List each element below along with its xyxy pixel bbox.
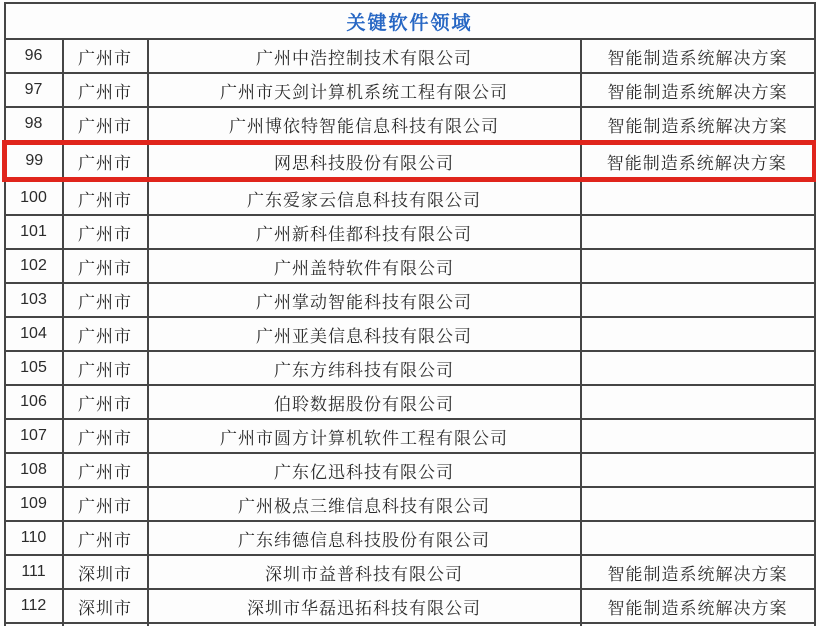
company-name-cell: 广州中浩控制技术有限公司 xyxy=(148,39,581,73)
solution-field-cell xyxy=(581,385,815,419)
solution-field-cell: 智能制造系统解决方案 xyxy=(581,39,815,73)
solution-field-cell: 智能制造系统解决方案 xyxy=(581,107,815,143)
table-row xyxy=(5,453,815,487)
company-name-cell: 广东方纬科技有限公司 xyxy=(148,351,581,385)
city-cell: 广州市 xyxy=(63,487,148,521)
city-cell: 广州市 xyxy=(63,39,148,73)
city-cell: 广州市 xyxy=(63,453,148,487)
city-cell: 广州市 xyxy=(63,143,148,180)
row-number-cell: 105 xyxy=(5,351,63,385)
table-row xyxy=(5,249,815,283)
solution-field-cell xyxy=(581,249,815,283)
company-name-cell: 广州亚美信息科技有限公司 xyxy=(148,317,581,351)
company-name-cell: 伯聆数据股份有限公司 xyxy=(148,385,581,419)
city-cell: 广州市 xyxy=(63,521,148,555)
solution-field-cell xyxy=(581,419,815,453)
city-cell: 广州市 xyxy=(63,215,148,249)
solution-field-cell xyxy=(581,283,815,317)
city-cell: 深圳市 xyxy=(63,589,148,623)
company-name-cell: 广州极点三维信息科技有限公司 xyxy=(148,487,581,521)
solution-field-cell xyxy=(581,180,815,216)
table-row xyxy=(5,39,815,73)
table-body xyxy=(5,3,815,626)
table-row xyxy=(5,73,815,107)
company-name-cell: 广州掌动智能科技有限公司 xyxy=(148,283,581,317)
row-number-cell: 102 xyxy=(5,249,63,283)
table-row xyxy=(5,385,815,419)
company-name-cell: 网思科技股份有限公司 xyxy=(148,143,581,180)
row-number-cell: 111 xyxy=(5,555,63,589)
city-cell: 广州市 xyxy=(63,283,148,317)
city-cell: 广州市 xyxy=(63,351,148,385)
table-row xyxy=(5,487,815,521)
solution-field-cell xyxy=(581,521,815,555)
city-cell: 深圳市 xyxy=(63,555,148,589)
company-name-cell: 广州新科佳都科技有限公司 xyxy=(148,215,581,249)
solution-field-cell xyxy=(581,487,815,521)
solution-field-cell: 智能制造系统解决方案 xyxy=(581,589,815,623)
city-cell: 广州市 xyxy=(63,73,148,107)
row-number-cell: 98 xyxy=(5,107,63,143)
table-row xyxy=(5,589,815,623)
row-number-cell: 107 xyxy=(5,419,63,453)
company-name-cell: 广东亿迅科技有限公司 xyxy=(148,453,581,487)
table-row-highlighted xyxy=(5,143,815,180)
row-number-cell: 97 xyxy=(5,73,63,107)
table-row xyxy=(5,317,815,351)
solution-field-cell: 智能制造系统解决方案 xyxy=(581,555,815,589)
row-number-cell: 99 xyxy=(5,143,63,180)
row-number-cell: 110 xyxy=(5,521,63,555)
row-number-cell: 96 xyxy=(5,39,63,73)
company-name-cell: 深圳市华磊迅拓科技有限公司 xyxy=(148,589,581,623)
table-title-row xyxy=(5,3,815,39)
row-number-cell: 100 xyxy=(5,180,63,216)
company-name-cell: 广东纬德信息科技股份有限公司 xyxy=(148,521,581,555)
table-title: 关键软件领域 xyxy=(5,3,815,39)
table-row xyxy=(5,180,815,216)
solution-field-cell: 智能制造系统解决方案 xyxy=(581,143,815,180)
row-number-cell: 109 xyxy=(5,487,63,521)
table-row xyxy=(5,283,815,317)
company-name-cell: 广东爱家云信息科技有限公司 xyxy=(148,180,581,216)
city-cell: 广州市 xyxy=(63,385,148,419)
row-number-cell: 103 xyxy=(5,283,63,317)
table-row xyxy=(5,555,815,589)
company-name-cell: 广州市天剑计算机系统工程有限公司 xyxy=(148,73,581,107)
table-row xyxy=(5,215,815,249)
company-name-cell: 广州博依特智能信息科技有限公司 xyxy=(148,107,581,143)
row-number-cell: 106 xyxy=(5,385,63,419)
row-number-cell: 108 xyxy=(5,453,63,487)
solution-field-cell xyxy=(581,351,815,385)
company-name-cell: 广州市圆方计算机软件工程有限公司 xyxy=(148,419,581,453)
key-software-table xyxy=(2,2,816,626)
table-row xyxy=(5,419,815,453)
city-cell: 广州市 xyxy=(63,107,148,143)
company-name-cell: 深圳市益普科技有限公司 xyxy=(148,555,581,589)
table-row xyxy=(5,351,815,385)
city-cell: 广州市 xyxy=(63,249,148,283)
row-number-cell: 104 xyxy=(5,317,63,351)
solution-field-cell: 智能制造系统解决方案 xyxy=(581,73,815,107)
city-cell: 广州市 xyxy=(63,317,148,351)
city-cell: 广州市 xyxy=(63,180,148,216)
table-row xyxy=(5,107,815,143)
solution-field-cell xyxy=(581,453,815,487)
solution-field-cell xyxy=(581,317,815,351)
company-name-cell: 广州盖特软件有限公司 xyxy=(148,249,581,283)
city-cell: 广州市 xyxy=(63,419,148,453)
row-number-cell: 112 xyxy=(5,589,63,623)
table-row xyxy=(5,521,815,555)
row-number-cell: 101 xyxy=(5,215,63,249)
solution-field-cell xyxy=(581,215,815,249)
